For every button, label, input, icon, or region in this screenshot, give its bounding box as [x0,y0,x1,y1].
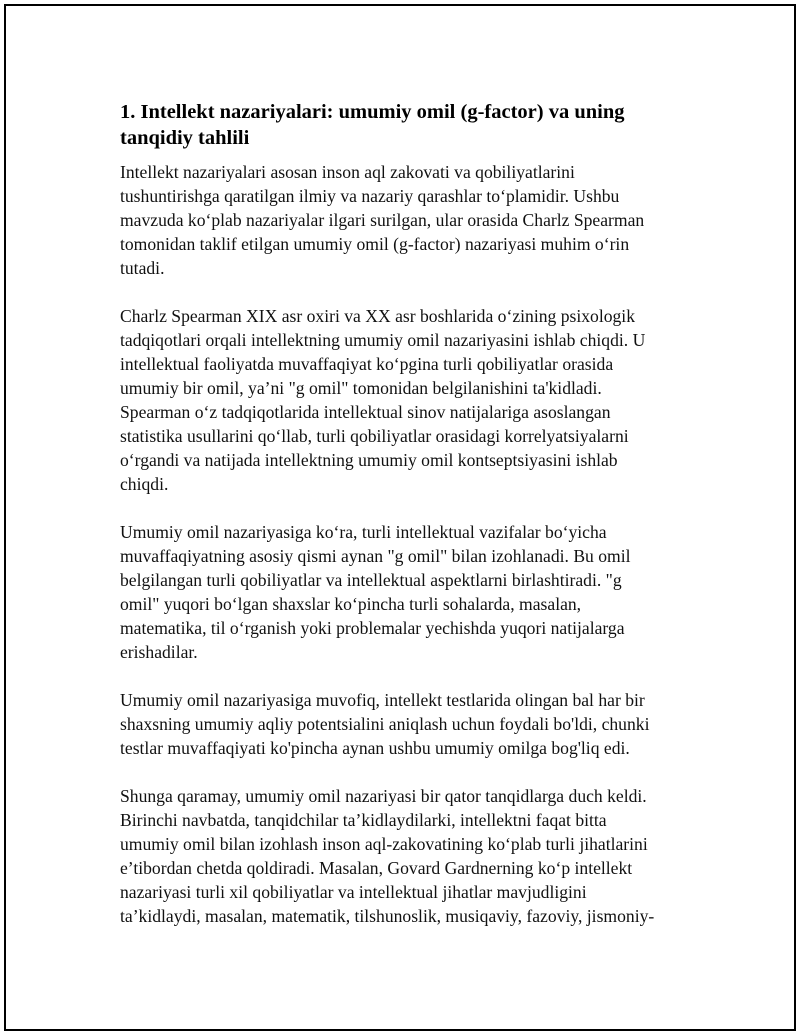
paragraph-tests: Umumiy omil nazariyasiga muvofiq, intellekt testlarida olingan bal har bir shaxsning umumiy aqliy potentsialini aniqlash uchun foydali bo'ldi, chunki testlar muvaffaqiyati ko'pincha aynan ushbu umumiy omilga bog'liq edi. [120,690,650,758]
section-heading: 1. Intellekt nazariyalari: umumiy omil (g-factor) va uning tanqidiy tahlili [120,101,625,149]
paragraph-g-factor: Umumiy omil nazariyasiga ko‘ra, turli intellektual vazifalar bo‘yicha muvaffaqiyatning asosiy qismi aynan "g omil" bilan izohlanadi. Bu omil belgilangan turli qobiliyatlar va intellektual aspektlarni birlashtiradi. "g omil" yuqori bo‘lgan shaxslar ko‘pincha turli sohalarda, masalan, matematika, til o‘rganish yoki problemalar yechishda yuqori natijalarga erishadilar. [120,522,631,662]
document-page [4,4,796,1031]
paragraph-spearman: Charlz Spearman XIX asr oxiri va XX asr boshlarida o‘zining psixologik tadqiqotlari orqali intellektning umumiy omil nazariyasini ishlab chiqdi. U intellektual faoliyatda muvaffaqiyat ko‘pgina turli qobiliyatlar orasida umumiy bir omil, ya’ni "g omil" tomonidan belgilanishini ta'kidladi. Spearman o‘z tadqiqotlarida intellektual sinov natijalariga asoslangan statistika usullarini qo‘llab, turli qobiliyatlar orasidagi korrelyatsiyalarni o‘rgandi va natijada intellektning umumiy omil kontseptsiyasini ishlab chiqdi. [120,306,646,494]
document-content [120,99,690,952]
paragraph-intro: Intellekt nazariyalari asosan inson aql zakovati va qobiliyatlarini tushuntirishga qaratilgan ilmiy va nazariy qarashlar to‘plamidir. Ushbu mavzuda ko‘plab nazariyalar ilgari surilgan, ular orasida Charlz Spearman tomonidan taklif etilgan umumiy omil (g-factor) nazariyasi muhim o‘rin tutadi. [120,162,645,278]
paragraph-criticism: Shunga qaramay, umumiy omil nazariyasi bir qator tanqidlarga duch keldi. Birinchi navbatda, tanqidchilar ta’kidlaydilarki, intellektni faqat bitta umumiy omil bilan izohlash inson aql-zakovatining ko‘plab turli jihatlarini e’tibordan chetda qoldiradi. Masalan, Govard Gardnerning ko‘p intellekt nazariyasi turli xil qobiliyatlar va intellektual jihatlar mavjudligini ta’kidlaydi, masalan, matematik, tilshunoslik, musiqaviy, fazoviy, jismoniy- [120,786,655,926]
